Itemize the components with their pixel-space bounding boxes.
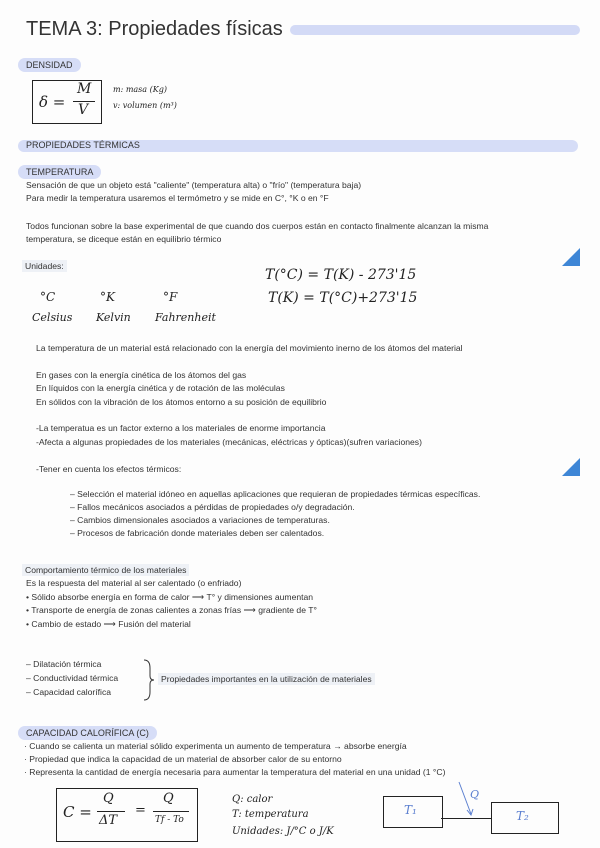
propiedad-conductividad: – Conductividad térmica — [26, 673, 119, 683]
efecto-2: – Fallos mecánicos asociados a pérdidas de propiedades o/y degradación. — [70, 502, 355, 512]
capacidad-frac2-num: Q — [163, 791, 174, 806]
fraction-line — [153, 811, 189, 812]
densidad-volume-note: v: volumen (m³) — [113, 101, 177, 110]
capacidad-formula-box — [56, 788, 198, 842]
body-t2-box — [491, 802, 559, 834]
propiedades-note: Propiedades importantes en la utilización de materiales — [158, 673, 375, 687]
corner-triangle-icon — [562, 248, 580, 266]
comportamiento-heading: Comportamiento térmico de los materiales — [22, 564, 189, 578]
capacidad-line-1: · Cuando se calienta un material sólido experimenta un aumento de temperatura → absorbe energía — [24, 741, 407, 751]
densidad-formula-lhs: δ = — [39, 93, 66, 111]
capacidad-note-t: T: temperatura — [232, 809, 309, 820]
capacidad-formula-lhs: C = — [63, 803, 92, 821]
comportamiento-line-3: • Transporte de energía de zonas calientes a zonas frías ⟶ gradiente de T° — [26, 605, 317, 615]
title-decoration-bar — [290, 25, 580, 35]
densidad-formula-numerator: M — [77, 81, 92, 97]
comportamiento-line-4: • Cambio de estado ⟶ Fusión del material — [26, 619, 191, 629]
unit-name-kelvin: Kelvin — [96, 311, 131, 324]
temperatura-line-4: Todos funcionan sobre la base experimental de que cuando dos cuerpos están en contacto finalmente alcanzan la misma — [26, 221, 489, 231]
temperatura-line-2: Para medir la temperatura usaremos el termómetro y se mide en C°, °K o en °F — [26, 193, 329, 203]
corner-triangle-icon-2 — [562, 458, 580, 476]
page-title: TEMA 3: Propiedades físicas — [26, 18, 283, 40]
t1-label: T₁ — [404, 803, 417, 817]
unit-symbol-fahrenheit: °F — [163, 290, 178, 304]
efecto-1: – Selección el material idóneo en aquellas aplicaciones que requieran de propiedades térmicas específicas. — [70, 489, 481, 499]
densidad-mass-note: m: masa (Kg) — [113, 85, 167, 94]
propiedad-capacidad: – Capacidad calorífica — [26, 687, 112, 697]
conversion-equation-2: T(K) = T(°C)+273'15 — [268, 290, 418, 306]
body-t1-box — [383, 796, 443, 828]
densidad-formula-denominator: V — [78, 102, 89, 118]
capacidad-frac1-num: Q — [103, 791, 114, 806]
body-line-7: -La temperatua es un factor externo a los materiales de enorme importancia — [36, 423, 326, 433]
section-label-temperatura: TEMPERATURA — [18, 165, 101, 179]
comportamiento-line-1: Es la respuesta del material al ser calentado (o enfriado) — [26, 578, 242, 588]
unit-symbol-kelvin: °K — [100, 290, 115, 304]
t2-label: T₂ — [516, 809, 529, 823]
comportamiento-line-2: • Sólido absorbe energía en forma de calor ⟶ T° y dimensiones aumentan — [26, 592, 314, 602]
propiedad-dilatacion: – Dilatación térmica — [26, 659, 102, 669]
q-label: Q — [470, 788, 480, 801]
temperatura-line-5: temperatura, se diceque están en equilibrio térmico — [26, 234, 222, 244]
efecto-4: – Procesos de fabricación donde materiales deben ser calentados. — [70, 528, 325, 538]
fraction-line — [97, 811, 125, 812]
temperatura-line-1: Sensación de que un objeto está "caliente" (temperatura alta) o "frío" (temperatura baja) — [26, 180, 362, 190]
section-label-densidad: DENSIDAD — [18, 58, 81, 72]
body-line-8: -Afecta a algunas propiedades de los materiales (mecánicas, eléctricas y ópticas)(sufren variaciones) — [36, 437, 422, 447]
unit-name-celsius: Celsius — [32, 311, 73, 324]
body-line-1: La temperatura de un material está relacionado con la energía del movimiento inerno de los átomos del material — [36, 343, 463, 353]
body-line-10: -Tener en cuenta los efectos térmicos: — [36, 464, 182, 474]
capacidad-note-q: Q: calor — [232, 794, 273, 805]
capacidad-note-units: Unidades: J/°C o J/K — [232, 826, 334, 837]
curly-brace-icon — [142, 658, 156, 702]
unit-name-fahrenheit: Fahrenheit — [155, 311, 216, 324]
efecto-3: – Cambios dimensionales asociados a variaciones de temperaturas. — [70, 515, 330, 525]
unidades-label: Unidades: — [22, 260, 67, 274]
capacidad-equals: = — [135, 803, 146, 818]
section-label-capacidad: CAPACIDAD CALORÍFICA (C) — [18, 726, 157, 740]
unit-symbol-celsius: °C — [40, 290, 56, 304]
densidad-formula-box — [32, 80, 102, 124]
conversion-equation-1: T(°C) = T(K) - 273'15 — [265, 267, 417, 283]
capacidad-line-3: · Representa la cantidad de energía necesaria para aumentar la temperatura del material en una unidad (1 °C) — [24, 767, 446, 777]
section-label-propiedades-termicas: PROPIEDADES TÉRMICAS — [26, 140, 140, 150]
capacidad-line-2: · Propiedad que indica la capacidad de un material de absorber calor de su entorno — [24, 754, 342, 764]
body-line-3: En gases con la energía cinética de los átomos del gas — [36, 370, 247, 380]
capacidad-frac1-den: ΔT — [99, 813, 118, 828]
body-line-4: En líquidos con la energía cinética y de rotación de las moléculas — [36, 383, 285, 393]
capacidad-frac2-den: Tf - To — [155, 815, 184, 825]
body-line-5: En sólidos con la vibración de los átomos entorno a su posición de equilibrio — [36, 397, 327, 407]
